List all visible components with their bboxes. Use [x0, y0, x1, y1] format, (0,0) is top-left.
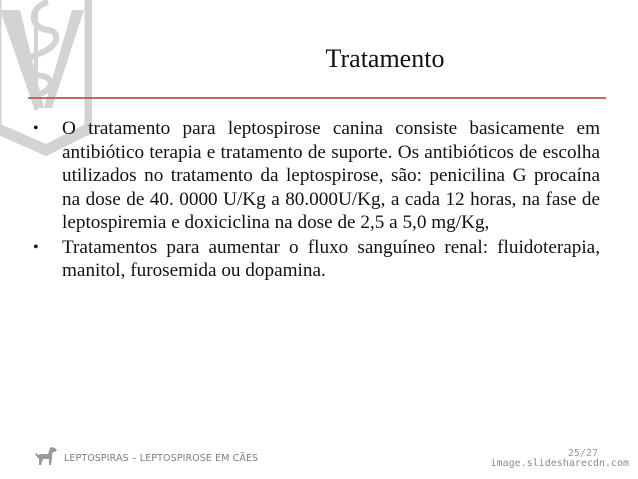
bullet-icon: •	[33, 120, 39, 137]
bullet-item	[30, 117, 600, 235]
slide-title: Tratamento	[325, 44, 445, 73]
footer-label: LEPTOSPIRAS – LEPTOSPIROSE EM CÃES	[64, 453, 259, 464]
bullet-item	[30, 236, 600, 283]
slide-footer	[34, 446, 258, 471]
image-credit: image.slidesharecdn.com	[490, 458, 629, 469]
bullet-icon: •	[33, 238, 39, 256]
bullet-text: Tratamentos para aumentar o fluxo sanguíneo renal: fluidoterapia, manitol, furosemida ou dopamina.	[62, 236, 600, 281]
title-divider	[28, 97, 606, 99]
bullet-list	[30, 117, 600, 284]
dog-icon	[34, 446, 58, 471]
bullet-text: O tratamento para leptospirose canina consiste basicamente em antibiótico terapia e tratamento de suporte. Os antibióticos de escolha utilizados no tratamento da leptospirose, são: penicilina G procaína na dose de 40. 0000 U/Kg a 80.000U/Kg, a cada 12 horas, na fase de leptospiremia e doxiciclina na dose de 2,5 a 5,0 mg/Kg,	[62, 118, 600, 233]
page-number: 25/27	[567, 448, 598, 459]
